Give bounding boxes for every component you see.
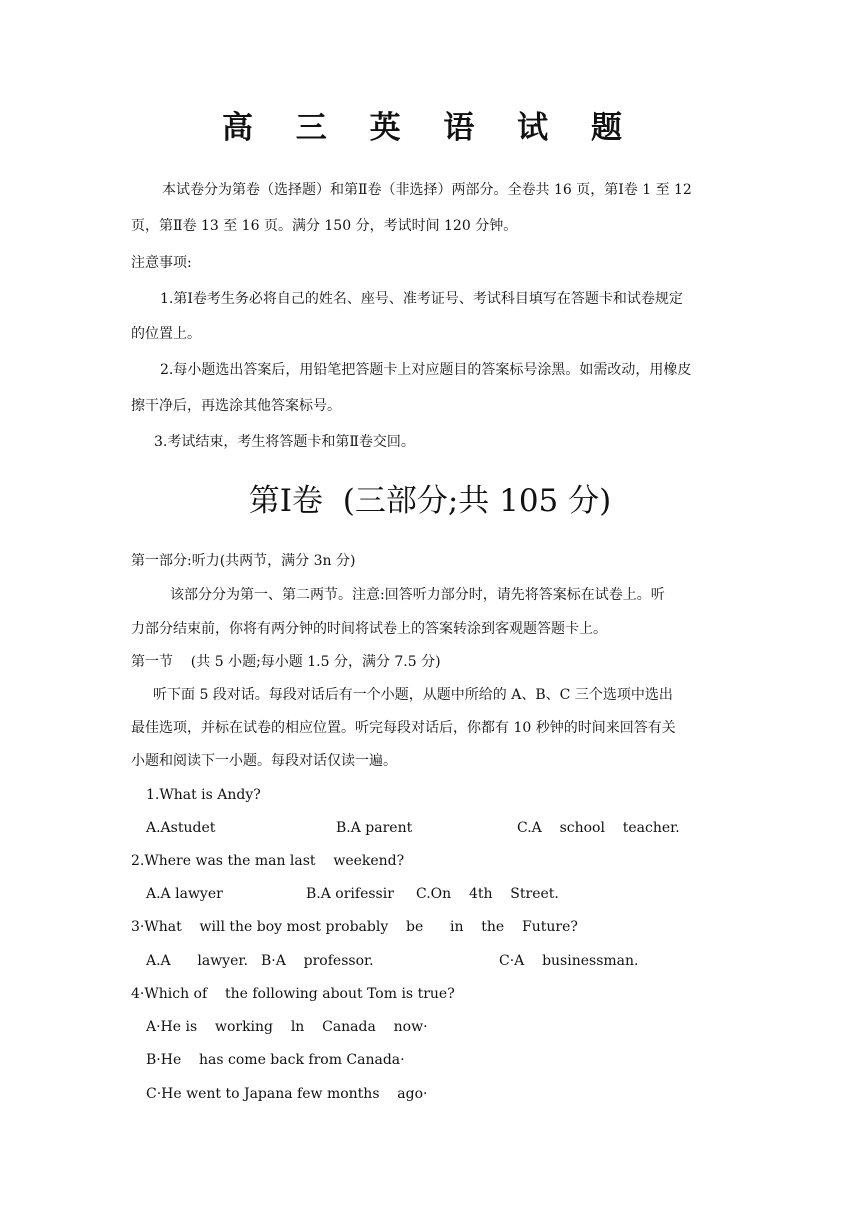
intro-line-2: 页，第Ⅱ卷 13 至 16 页。满分 150 分，考试时间 120 分钟。 bbox=[131, 218, 518, 234]
question-2-option-c: C.On 4th Street. bbox=[416, 886, 559, 902]
part1-desc-line-2: 力部分结束前，你将有两分钟的时间将试卷上的答案转涂到客观题答题卡上。 bbox=[131, 621, 607, 637]
question-4-option-a: A·He is working ln Canada now· bbox=[146, 1019, 428, 1035]
question-2: 2.Where was the man last weekend? bbox=[131, 853, 405, 869]
question-3-option-a: A.A lawyer. bbox=[146, 953, 248, 969]
note-2-line-2: 擦干净后，再选涂其他答案标号。 bbox=[131, 398, 341, 414]
part1-sub-desc-line-1: 听下面 5 段对话。每段对话后有一个小题，从题中所给的 A、B、C 三个选项中选出 bbox=[153, 687, 673, 703]
notes-heading: 注意事项: bbox=[131, 255, 192, 271]
page-title: 高 三 英 语 试 题 bbox=[222, 110, 638, 146]
part1-heading: 第一部分:听力(共两节，满分 3n 分) bbox=[131, 553, 356, 569]
note-1-line-2: 的位置上。 bbox=[131, 326, 201, 342]
question-3-option-b: B·A professor. bbox=[261, 953, 374, 969]
note-2-line-1: 2.每小题选出答案后，用铅笔把答题卡上对应题目的答案标号涂黑。如需改动，用橡皮 bbox=[160, 362, 692, 378]
question-3-option-c: C·A businessman. bbox=[499, 953, 639, 969]
part1-sub-heading: 第一节 (共 5 小题;每小题 1.5 分，满分 7.5 分) bbox=[131, 654, 441, 670]
question-1: 1.What is Andy? bbox=[146, 787, 261, 803]
note-1-line-1: 1.第Ⅰ卷考生务必将自己的姓名、座号、准考证号、考试科目填写在答题卡和试卷规定 bbox=[160, 291, 683, 307]
question-1-option-c: C.A school teacher. bbox=[517, 820, 680, 836]
question-1-option-b: B.A parent bbox=[336, 820, 413, 836]
question-4-option-c: C·He went to Japana few months ago· bbox=[146, 1086, 428, 1102]
intro-line-1: 本试卷分为第卷（选择题）和第Ⅱ卷（非选择）两部分。全卷共 16 页，第Ⅰ卷 1 至 12 bbox=[162, 182, 692, 198]
section-title: 第Ⅰ卷 (三部分;共 105 分) bbox=[248, 483, 612, 519]
note-3: 3.考试结束，考生将答题卡和第Ⅱ卷交回。 bbox=[154, 434, 415, 450]
part1-desc-line-1: 该部分分为第一、第二两节。注意:回答听力部分时，请先将答案标在试卷上。听 bbox=[170, 587, 665, 603]
question-2-option-b: B.A orifessir bbox=[306, 886, 394, 902]
question-2-option-a: A.A lawyer bbox=[146, 886, 223, 902]
part1-sub-desc-line-3: 小题和阅读下一小题。每段对话仅读一遍。 bbox=[131, 753, 397, 769]
question-4-option-b: B·He has come back from Canada· bbox=[146, 1052, 405, 1068]
part1-sub-desc-line-2: 最佳选项，并标在试卷的相应位置。听完每段对话后，你都有 10 秒钟的时间来回答有关 bbox=[131, 720, 676, 736]
question-4: 4·Which of the following about Tom is true? bbox=[131, 986, 455, 1002]
question-3: 3·What will the boy most probably be in the Future? bbox=[131, 919, 578, 935]
question-1-option-a: A.Astudet bbox=[146, 820, 216, 836]
